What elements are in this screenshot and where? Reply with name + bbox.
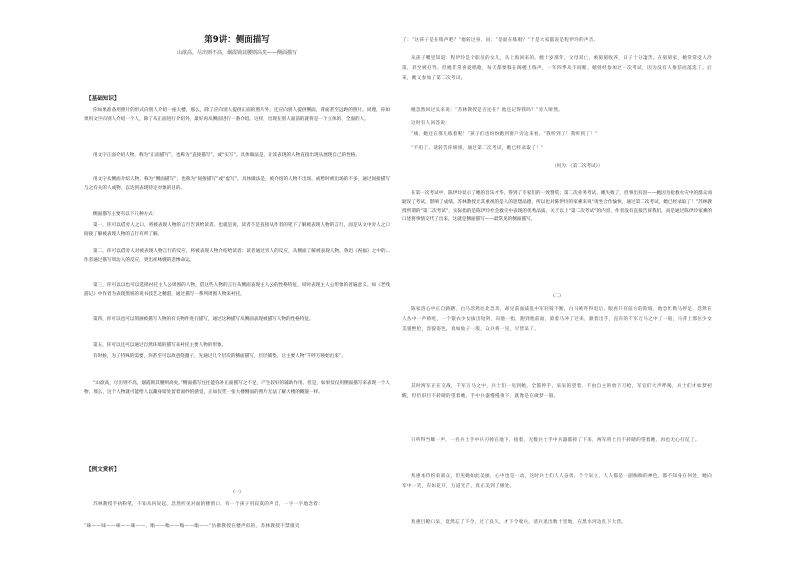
basic-paragraph-3: 用文字从侧面介绍人物，称为“侧面描写”，也称为“间接描写”或“虚写”。具体做法是，被介绍的人物不出场，或暂时被出场的不多，通过间接描写与之有关的人或物，以达到表现特定对象的目的。 [84, 177, 390, 191]
page-title: 第9讲：侧面描写 [204, 35, 270, 45]
story2-paragraph-4: 兆惠本待约束部众，但见她如此美丽，心中也是一动，这时兵士们人人奋勇，个个呆立，人人都是一副痴痴的神色，都不知身在何处，她向军中一笑，有如花开，万道光芒，真正美到了极处。 [402, 474, 712, 490]
example-section-mark-2: (二) [553, 294, 561, 299]
example-paragraph-1: 苏林教授手执粉笔，不知从何说起，忽然听见对面的楼窗口，有一个孩子用寂寞的声音，一字一字地念着： [93, 502, 324, 507]
basic-paragraph-6: 第二，你可以借旁人对被表现人物言行的反应，将被表现人物介绍给读者；读者通过旁人的反应，从侧面了解被表现人物。鲁迅《祝福》之中的...作者通过描写周边人的反应，突出祥林嫂的悲惨命运。 [84, 249, 390, 263]
basic-paragraph-11: “山欲高，尽出则不高，烟霞锁其腰则高矣。”侧面描写往往能弥补正面描写之不足，产生较好的辅助作用。但是，如果仅仅用侧面描写来表现一个人物，那么，这个人物就可能给人以藏身暗处留着面纱的感觉，正如仅凭一张大楼侧面的照片无法了解大楼的概貌一样。 [84, 381, 390, 395]
story2-paragraph-5: 兆惠目瞪口呆，竟然忘了下令，过了良久，才下令收兵。清兵退出数十里地，在黑水河边扎下大营。 [411, 520, 627, 525]
story-line-1: 了：“这孩子是在练声吧？”他转过身，问：“是谁在练唱？”于是大家都说是程伊玲的声音。 [402, 38, 599, 43]
basic-paragraph-1: 你如果准备用照片的形式向别人介绍一座大楼，那么，除了应向别人提供正面的照片外，还应向别人提供侧面、背面甚至远距的照片。同理，你如果用文字向别人介绍一个人，除了从正面进行介绍外，最好再从侧面进行一番介绍。这样，出现在别人面前的就将是一个立体的、全面的人。 [84, 108, 390, 122]
story-paragraph-5: “咦，她还在那儿练着呢！”孩子们也纷纷跑到窗户旁边来看。“我听到了！我听到了！” [411, 132, 598, 137]
example-paragraph-2: “咪——咪——咪——咪——，嗡——嗡——嗡——嗡——”仿佛教授在楼声似的。苏林教授不禁微笑 [84, 524, 300, 529]
story-paragraph-4: 这时有人回答说： [411, 121, 451, 126]
story-paragraph-6: “不用了。请转告你姐姐，通过第二次考试，她已经录取了！” [411, 146, 544, 151]
basic-paragraph-4: 侧面描写主要有以下几种方式： [93, 212, 158, 217]
basic-paragraph-7: 第三，你可以以也可以选择衬托主人公周围的人物，借这些人物的言行从侧面表现主人公的性格特征，同时表现主人公形象的普遍意义。如《老残游记》中作者为表现黑妞的说书技艺之精湛，通过描写一系列周围人物来衬托。 [84, 283, 390, 297]
section-heading-example: 【例文赏析】 [86, 467, 120, 473]
story-paragraph-2: 从孩子嘴里知道：程伊玲是个职员的女儿，从上海回来的。她十岁那年，父母双亡，被舅舅收养，日子十分凄苦。在舅舅家，她常常受人冷落，甚至被打骂。但她非常喜爱唱歌，每天都要躲在阁楼上练声，一年四季从不间断。她曾经参加过一次考试，因为没有人推荐而落选了。后来，她又参加了第二次考试。 [402, 56, 712, 82]
story-paragraph-3: 她忽然回过头来说：“苏林教授是否还在？他还记得我吗？”旁人哑然。 [411, 108, 564, 113]
basic-paragraph-9: 第五，你可以还可以通过自然环境的描写来衬托主要人物的形象。 [93, 343, 227, 348]
basic-paragraph-10: 有时候，为了特殊的需要，你甚至可以故意绕圈子，先通过几个层次的侧面描写，层层铺垫，让主要人物“千呼万唤始出来”。 [93, 354, 346, 359]
story2-paragraph-2: 其时两军正在交战，千军万马之中，兵士们一见到她，全都停手，呆呆的望着，不由自主的放下刀枪，军官们大声呼喝，兵士们才如梦初醒，但仍旧目不转睛的望着她，手中兵器慢慢垂下，就像是在做梦一般。 [402, 384, 712, 400]
section-heading-basic: 【基础知识】 [86, 96, 120, 102]
basic-paragraph-5: 第一，你可以借旁人之口，将被表现人物的言行告诉给读者。也就是说，读者不是直接从作者的笔下了解被表现人物的言行，而是从文中旁人之口间接了解被表现人物的言行有所了解。 [84, 223, 390, 237]
story-source: （何为：《第二次考试》） [552, 164, 603, 169]
basic-paragraph-2: 用文字正面介绍人物，称为“正面描写”，也称为“直接描写”，或“实写”。具体做法是，让读表现的人物直接出现从展现自己的性格。 [93, 153, 360, 158]
story2-paragraph-1: 陈家洛心中正自踌躇，白马忽然往北急奔，却见前面战乱中军轻骑不断，白马被吓得退后，眼看只有前方的险坡，他急忙勒马停足，忽然在人丛中一声娇叱，一个银衣少女拔出短剑，向他一指，跑到他前面，骑着马冲了过来，跟着出手，直有的千军万马之中了一般，马背上那位少女美貌绝伦，容貌姿色，真如仙子一般，众兵将一见，尽皆呆了。 [402, 307, 712, 333]
example-section-mark: (一) [233, 490, 241, 495]
story2-paragraph-3: 只听得当啷一声，一名兵士手中兵刃掉在地下，接着，无数兵士手中兵器都掉了下来，两军将士目不转睛的望着她，再也无心打仗了。 [411, 438, 700, 443]
basic-paragraph-8: 第四，你可以也可以刻画被描写人物的有关物件进行描写，通过这种描写从侧面表现被描写人物的性格特征。 [93, 317, 314, 322]
analysis-paragraph: 在第一次考试中，陈伊玲显示了她的音乐才华，得到了专家们的一致赞赏；第二次业务考试，她失败了，但事出有因——她因为抢救火灾中的群众而耽误了考试，影响了成绩。苏林教授尤其重视的是人的思想品德，所以也对陈伊玲的家乘来说“请坐合作愉快，通过第二次考试，她已经录取了！”苏林教授所谓的“第二次考试”，实际指的是陈伊玲社会救灾中表现的优秀品质。关于以上“第二次考试”的内容，作者没有直接告诉我们，而是通过陈伊玲家乘的口述将事情交代了出来，这就是侧面描写——最常见的侧面描写。 [402, 191, 712, 223]
page-subtitle: 山欲高，尽出则不高，烟霞锁其腰则高矣——侧面描写 [176, 50, 297, 56]
